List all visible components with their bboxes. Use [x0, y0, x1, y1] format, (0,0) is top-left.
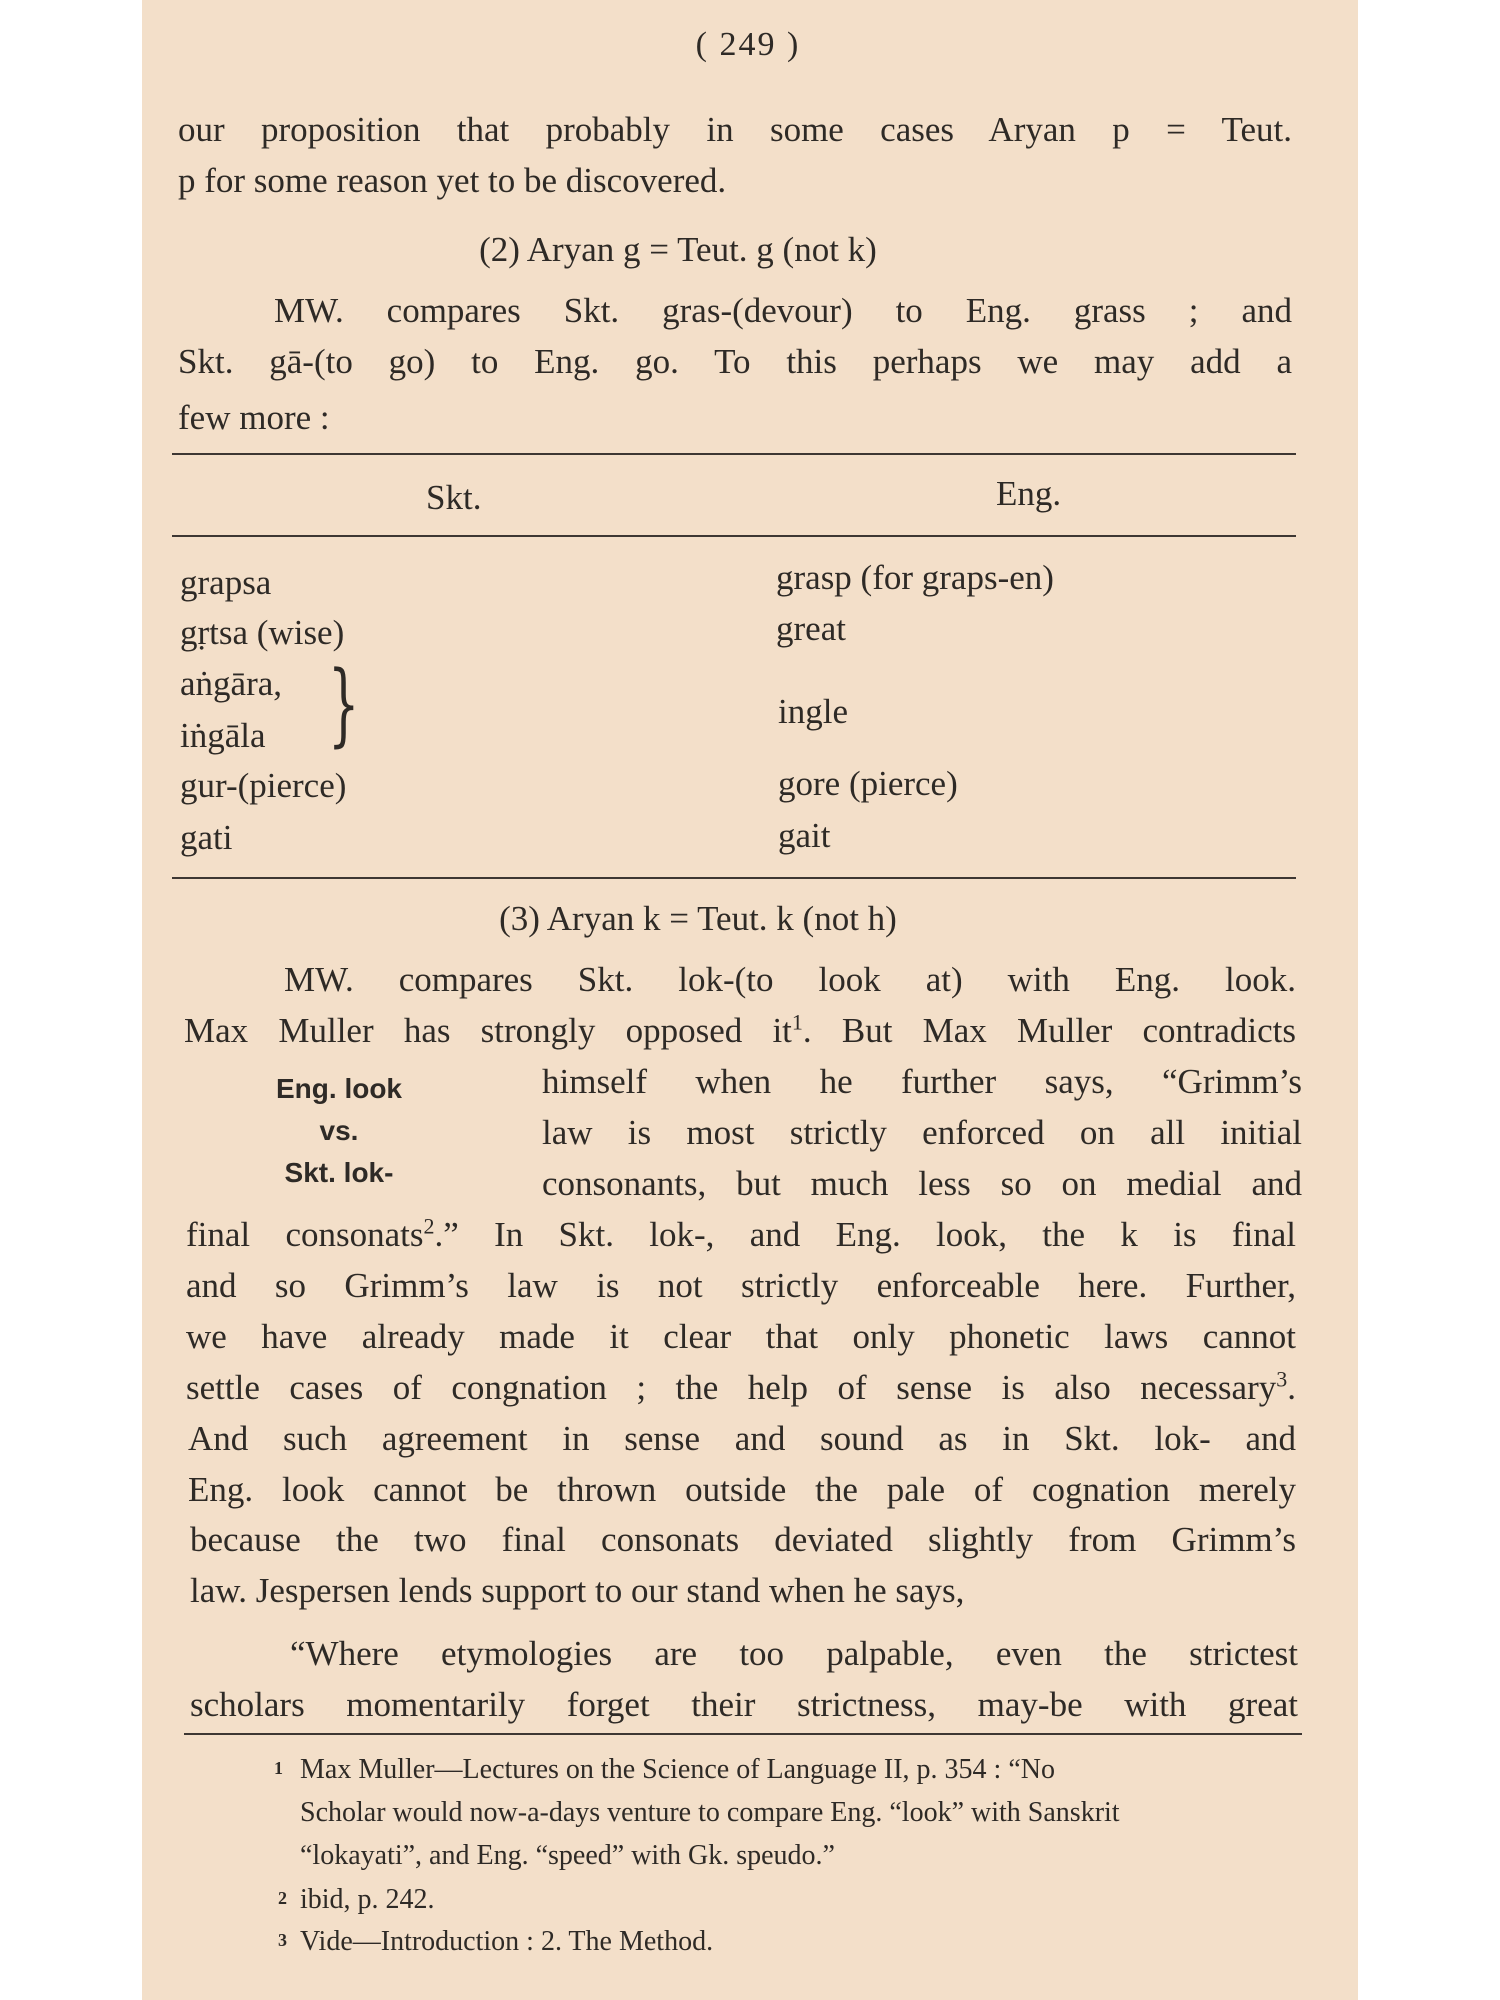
- footnote-3-mark: 3: [278, 1930, 287, 1950]
- book-page: [142, 0, 1358, 2000]
- table-cell-eng: gait: [778, 816, 831, 855]
- section-heading-3: (3) Aryan k = Teut. k (not h): [499, 899, 897, 938]
- margin-note: [234, 1068, 444, 1194]
- paragraph-1-line-2: p for some reason yet to be discovered.: [178, 161, 727, 200]
- table-cell-eng: great: [776, 609, 846, 648]
- table-cell-skt: iṅgāla: [180, 716, 266, 755]
- section-heading-2: (2) Aryan g = Teut. g (not k): [479, 230, 877, 269]
- paragraph-3-line-1: MW. compares Skt. lok-(to look at) with Eng. look.: [284, 960, 1296, 999]
- quote-line-1: “Where etymologies are too palpable, even the strictest: [290, 1634, 1298, 1673]
- paragraph-2-line-3: few more :: [178, 398, 330, 437]
- table-header-skt: Skt.: [426, 478, 482, 517]
- curly-brace: }: [328, 652, 360, 757]
- table-cell-skt: aṅgāra,: [180, 664, 283, 703]
- table-top-rule: [172, 453, 1296, 455]
- footnote-1-mark: 1: [274, 1758, 283, 1778]
- paragraph-3-line-6: final consonats$^2$.” In Skt. lok-, and Eng. look, the k is final: [186, 1213, 1296, 1254]
- page-number: ( 249 ): [695, 26, 801, 63]
- paragraph-3-line-10: And such agreement in sense and sound as in Skt. lok- and: [188, 1419, 1296, 1458]
- paragraph-3-line-8: we have already made it clear that only phonetic laws cannot: [186, 1317, 1296, 1356]
- margin-note-line: Eng. look: [276, 1073, 402, 1104]
- paragraph-1-line-1: our proposition that probably in some cases Aryan p = Teut.: [178, 110, 1292, 149]
- table-bottom-rule: [172, 877, 1296, 879]
- margin-note-line: Skt. lok-: [284, 1157, 394, 1188]
- footnote-1-line-3: “lokayati”, and Eng. “speed” with Gk. speudo.”: [300, 1840, 835, 1871]
- footnote-2-text: ibid, p. 242.: [300, 1884, 435, 1915]
- paragraph-3-line-9: settle cases of congnation ; the help of sense is also necessary$^3$.: [186, 1366, 1296, 1407]
- footnote-3-text: Vide—Introduction : 2. The Method.: [300, 1926, 714, 1957]
- paragraph-2-line-1: MW. compares Skt. gras-(devour) to Eng. grass ; and: [274, 291, 1292, 330]
- table-cell-skt: grapsa: [180, 563, 272, 602]
- footnote-rule: [184, 1733, 1302, 1735]
- paragraph-3-line-5: consonants, but much less so on medial and: [542, 1164, 1302, 1203]
- footnote-1-line-1: Max Muller—Lectures on the Science of Language II, p. 354 : “No: [300, 1754, 1055, 1785]
- quote-line-2: scholars momentarily forget their strictness, may-be with great: [190, 1685, 1298, 1724]
- footnote-1-line-2: Scholar would now-a-days venture to compare Eng. “look” with Sanskrit: [300, 1797, 1120, 1828]
- paragraph-3-line-2: Max Muller has strongly opposed $it^1$. But Max Muller contradicts: [184, 1009, 1296, 1050]
- margin-note-line: vs.: [319, 1115, 359, 1146]
- paragraph-3-line-7: and so Grimm’s law is not strictly enforceable here. Further,: [186, 1266, 1296, 1305]
- paragraph-3-line-13: law. Jespersen lends support to our stand when he says,: [190, 1571, 965, 1610]
- paragraph-3-line-3: himself when he further says, “Grimm’s: [542, 1062, 1302, 1101]
- table-header-eng: Eng.: [996, 474, 1062, 513]
- paragraph-3-line-4: law is most strictly enforced on all initial: [542, 1113, 1302, 1152]
- table-cell-skt: gati: [180, 818, 233, 857]
- table-cell-skt: gṛtsa (wise): [180, 613, 345, 652]
- footnote-2-mark: 2: [278, 1888, 287, 1908]
- table-cell-eng: ingle: [778, 692, 848, 731]
- paragraph-3-line-11: Eng. look cannot be thrown outside the pale of cognation merely: [188, 1470, 1296, 1509]
- paragraph-3-line-12: because the two final consonats deviated slightly from Grimm’s: [190, 1520, 1296, 1559]
- table-cell-eng: gore (pierce): [778, 764, 958, 803]
- table-cell-eng: grasp (for graps-en): [776, 558, 1054, 597]
- paragraph-2-line-2: Skt. gā-(to go) to Eng. go. To this perhaps we may add a: [178, 342, 1292, 381]
- table-cell-skt: gur-(pierce): [180, 766, 347, 805]
- table-header-rule: [172, 535, 1296, 537]
